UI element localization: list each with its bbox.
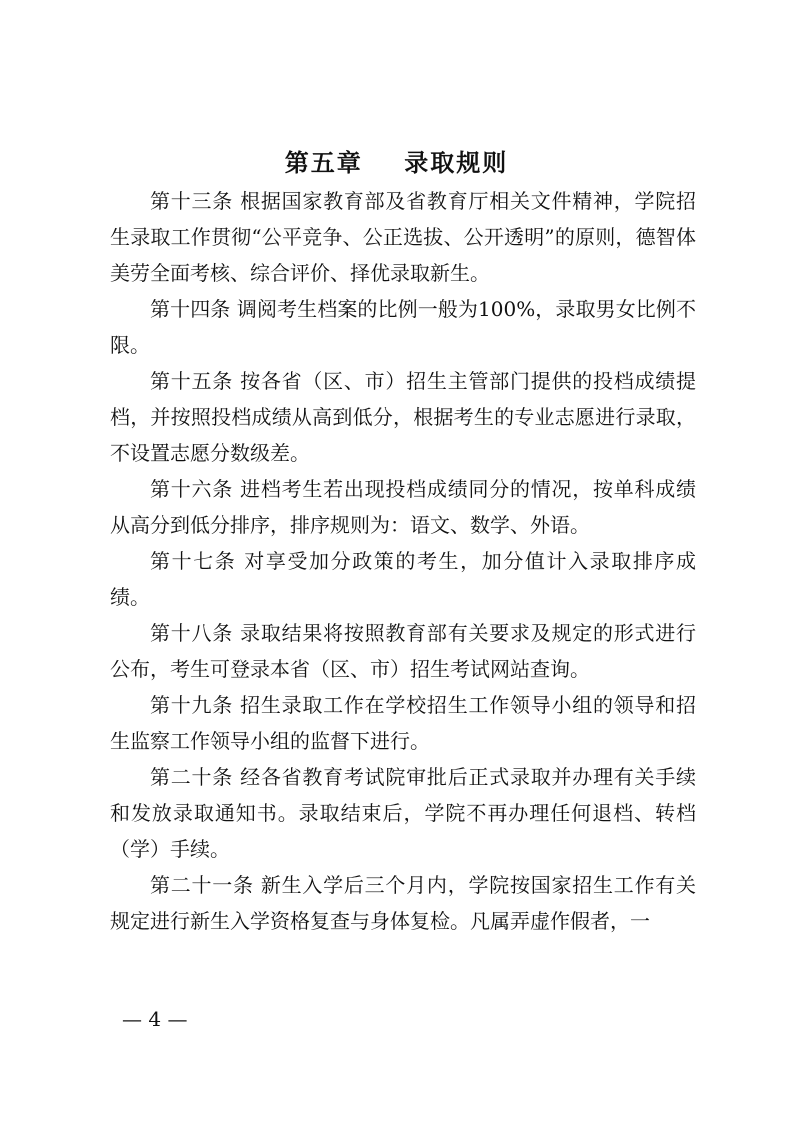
article-14: 第十四条 调阅考生档案的比例一般为100%，录取男女比例不限。 <box>110 297 696 357</box>
article-15: 第十五条 按各省（区、市）招生主管部门提供的投档成绩提档，并按照投档成绩从高到低分，根据考生的专业志愿进行录取，不设置志愿分数级差。 <box>110 369 696 465</box>
article-13: 第十三条 根据国家教育部及省教育厅相关文件精神，学院招生录取工作贯彻“公平竞争、公正选拔、公开透明”的原则，德智体美劳全面考核、综合评价、择优录取新生。 <box>110 189 696 285</box>
article-16: 第十六条 进档考生若出现投档成绩同分的情况，按单科成绩从高分到低分排序，排序规则为：语文、数学、外语。 <box>110 477 696 537</box>
chapter-title: 第五章 录取规则 <box>284 148 509 177</box>
article-18: 第十八条 录取结果将按照教育部有关要求及规定的形式进行公布，考生可登录本省（区、市）招生考试网站查询。 <box>110 621 696 681</box>
article-17: 第十七条 对享受加分政策的考生，加分值计入录取排序成绩。 <box>110 549 696 609</box>
article-19: 第十九条 招生录取工作在学校招生工作领导小组的领导和招生监察工作领导小组的监督下进行。 <box>110 693 696 753</box>
article-21: 第二十一条 新生入学后三个月内，学院按国家招生工作有关规定进行新生入学资格复查与身体复检。凡属弄虚作假者，一 <box>110 873 696 933</box>
article-20: 第二十条 经各省教育考试院审批后正式录取并办理有关手续和发放录取通知书。录取结束后，学院不再办理任何退档、转档（学）手续。 <box>110 765 696 861</box>
chapter-body <box>110 183 696 939</box>
page-number: — 4 — <box>122 1007 188 1031</box>
